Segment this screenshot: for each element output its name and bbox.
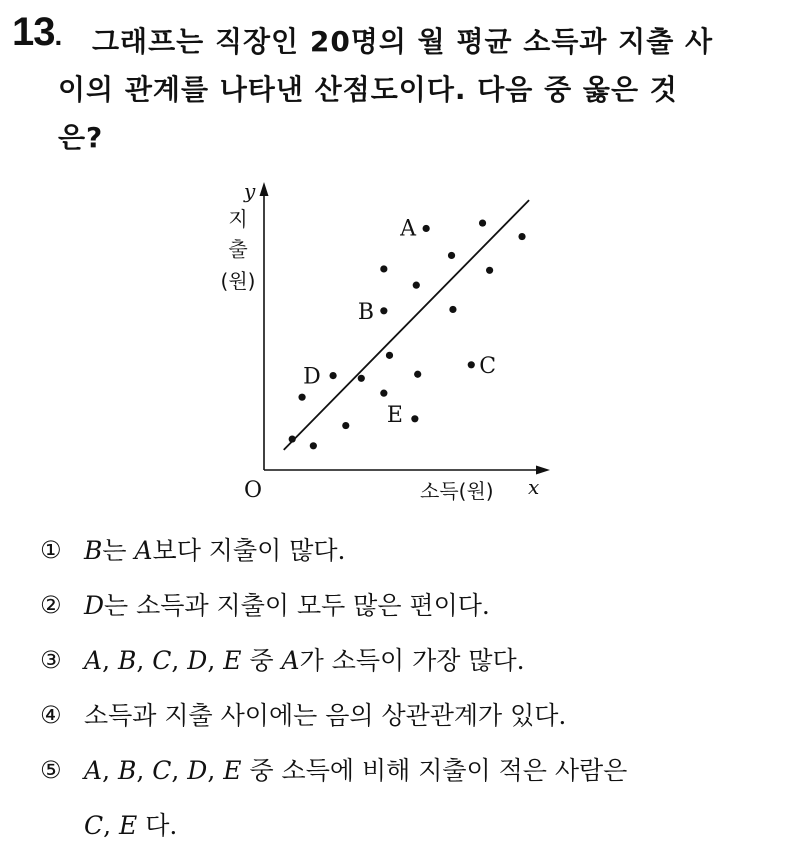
choice-text-part: , <box>102 646 118 675</box>
choice-text-part: 중 소득에 비해 지출이 적은 사람은 <box>241 756 628 785</box>
choice-text-part: D <box>187 646 208 675</box>
choice-number: ② <box>40 591 62 619</box>
choice-number: ③ <box>40 646 62 674</box>
point-label-c: C <box>479 353 497 379</box>
choice-text-part: A <box>84 756 103 785</box>
choice-text-part: , <box>207 756 224 785</box>
choice-text <box>84 743 627 798</box>
scatter-point <box>298 394 305 401</box>
y-axis-arrow <box>260 182 269 196</box>
choice-text-part: , <box>136 756 153 785</box>
scatter-point <box>448 252 455 259</box>
choice-text-part: , <box>171 756 188 785</box>
point-c <box>468 361 475 368</box>
x-axis-label: 소득(원) <box>420 479 494 503</box>
point-d <box>329 372 336 379</box>
choice-text-part: B <box>84 536 103 565</box>
scatter-point <box>380 390 387 397</box>
scatter-point <box>342 422 349 429</box>
point-a <box>423 225 430 232</box>
choice-text-part: C <box>152 756 172 785</box>
question-number-suffix: . <box>54 20 62 51</box>
point-label-b: B <box>357 299 375 325</box>
question-line-3: 은? <box>58 121 104 154</box>
scatter-point <box>518 233 525 240</box>
choice-text-part: 는 <box>102 536 135 565</box>
y-axis-label-line-2: 출 <box>228 237 248 261</box>
choice-text-part: A <box>281 646 300 675</box>
choice-text <box>84 688 566 743</box>
choice-text-part: , <box>171 646 188 675</box>
scatter-point <box>380 265 387 272</box>
scatter-point <box>413 282 420 289</box>
origin-label: O <box>244 478 263 503</box>
y-axis-label-line-3: (원) <box>220 269 256 293</box>
choice-text <box>84 523 345 578</box>
point-label-d: D <box>303 364 321 390</box>
question-line-2: 이의 관계를 나타낸 산점도이다. 다음 중 옳은 것 <box>58 73 678 106</box>
scatter-point <box>358 375 365 382</box>
choice-2[interactable] <box>40 578 780 633</box>
choice-text <box>84 633 525 688</box>
choice-text-part: , <box>207 646 224 675</box>
choice-5-continuation <box>40 798 780 853</box>
choice-text-part: B <box>117 646 137 675</box>
choice-text-part: B <box>117 756 137 785</box>
x-axis-symbol: x <box>528 475 540 499</box>
choice-5[interactable] <box>40 743 780 798</box>
choice-text-part: A <box>84 646 103 675</box>
choice-text <box>84 578 490 633</box>
choice-text-part: 가 소득이 가장 많다. <box>299 646 525 675</box>
scatter-point <box>449 306 456 313</box>
choice-text-part: C <box>84 811 104 840</box>
point-label-e: E <box>386 402 403 428</box>
choice-text-part: 중 <box>241 646 282 675</box>
choice-number: ⑤ <box>40 756 62 784</box>
choice-text-part: 다. <box>137 811 178 840</box>
point-label-a: A <box>400 216 417 242</box>
choice-text-part: , <box>103 811 120 840</box>
answer-choices <box>40 523 780 853</box>
plot-marks <box>284 200 529 450</box>
choice-text-part: C <box>152 646 172 675</box>
choice-text-part: E <box>223 756 242 785</box>
question-line-1: 그래프는 직장인 20명의 월 평균 소득과 지출 사 <box>92 25 714 58</box>
scatter-point <box>414 371 421 378</box>
choice-text-part: , <box>102 756 118 785</box>
choice-text-part: 소득과 지출 사이에는 음의 상관관계가 있다. <box>84 701 567 730</box>
scatter-point <box>310 442 317 449</box>
choice-number: ① <box>40 536 62 564</box>
choice-text-part: D <box>84 591 105 620</box>
scatter-point <box>486 267 493 274</box>
choice-4[interactable] <box>40 688 780 743</box>
choice-text-part: E <box>223 646 242 675</box>
choice-1[interactable] <box>40 523 780 578</box>
point-e <box>411 415 418 422</box>
choice-text-part: 보다 지출이 많다. <box>152 536 346 565</box>
y-axis-symbol: y <box>244 179 256 203</box>
x-axis-arrow <box>536 466 550 475</box>
question-number-value: 13 <box>12 10 55 54</box>
choice-number: ④ <box>40 701 62 729</box>
choice-text-part: A <box>134 536 153 565</box>
choice-text-part: 는 소득과 지출이 모두 많은 편이다. <box>104 591 490 620</box>
choice-text-part: D <box>187 756 208 785</box>
choice-text-part: E <box>119 811 138 840</box>
y-axis-label-line-1: 지 <box>228 207 248 231</box>
scatter-point <box>289 435 296 442</box>
point-b <box>380 307 387 314</box>
scatter-point <box>386 352 393 359</box>
choice-text-part: , <box>136 646 153 675</box>
scatter-point <box>479 219 486 226</box>
choice-3[interactable] <box>40 633 780 688</box>
